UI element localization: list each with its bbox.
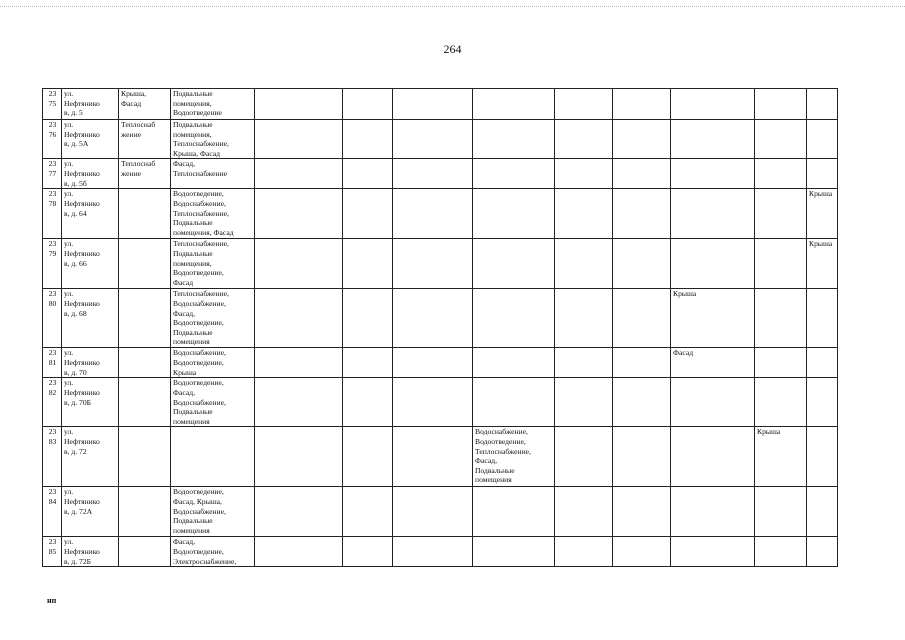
scan-top-edge [0,6,905,7]
cell-col10 [613,348,671,378]
cell-col7 [393,189,473,239]
cell-col5 [255,289,343,348]
cell-col3: Теплоснаб жение [119,120,171,159]
table-row [43,427,838,487]
row-number-cell: 23 75 [43,89,62,120]
cell-col6 [343,239,393,289]
cell-col11 [671,537,755,567]
cell-col11 [671,189,755,239]
works-cell: Фасад, Теплоснабжение [171,159,255,189]
cell-col10 [613,239,671,289]
cell-col5 [255,120,343,159]
cell-col6 [343,427,393,487]
address-cell: ул. Нефтянико в, д. 70Б [62,378,119,427]
cell-col10 [613,159,671,189]
works-cell [171,427,255,487]
works-cell: Теплоснабжение, Водоснабжение, Фасад, Водоотведение, Подвальные помещения [171,289,255,348]
address-cell: ул. Нефтянико в, д. 5А [62,120,119,159]
cell-col13 [807,289,838,348]
row-number-cell: 23 81 [43,348,62,378]
cell-col8 [473,89,555,120]
cell-col13 [807,120,838,159]
cell-col3: Теплоснаб жение [119,159,171,189]
cell-col12 [755,159,807,189]
cell-col7 [393,159,473,189]
table-row [43,189,838,239]
address-cell: ул. Нефтянико в, д. 70 [62,348,119,378]
cell-col7 [393,427,473,487]
cell-col13 [807,89,838,120]
table-row [43,378,838,427]
works-cell: Водоотведение, Фасад, Водоснабжение, Подвальные помещения [171,378,255,427]
works-cell: Водоснабжение, Водоотведение, Крыша [171,348,255,378]
cell-col3 [119,348,171,378]
cell-col7 [393,348,473,378]
cell-col7 [393,487,473,537]
cell-col3 [119,189,171,239]
works-cell: Подвальные помещения, Теплоснабжение, Крыша, Фасад [171,120,255,159]
address-cell: ул. Нефтянико в, д. 5 [62,89,119,120]
cell-col6 [343,120,393,159]
cell-col3 [119,487,171,537]
cell-col13 [807,378,838,427]
table-row [43,239,838,289]
cell-col11 [671,159,755,189]
cell-col8 [473,348,555,378]
cell-col6 [343,189,393,239]
address-cell: ул. Нефтянико в, д. 68 [62,289,119,348]
cell-col13 [807,159,838,189]
address-cell: ул. Нефтянико в, д. 5б [62,159,119,189]
cell-col5 [255,348,343,378]
cell-col5 [255,537,343,567]
cell-col9 [555,89,613,120]
cell-col5 [255,378,343,427]
cell-col5 [255,487,343,537]
cell-col12: Крыша [755,427,807,487]
footer-mark: нп [47,596,57,605]
address-cell: ул. Нефтянико в, д. 72Б [62,537,119,567]
cell-col9 [555,120,613,159]
cell-col6 [343,289,393,348]
row-number-cell: 23 83 [43,427,62,487]
cell-col10 [613,120,671,159]
address-cell: ул. Нефтянико в, д. 72А [62,487,119,537]
address-cell: ул. Нефтянико в, д. 64 [62,189,119,239]
works-cell: Подвальные помещения, Водоотведение [171,89,255,120]
cell-col13 [807,487,838,537]
cell-col12 [755,89,807,120]
cell-col13 [807,427,838,487]
cell-col7 [393,378,473,427]
cell-col10 [613,89,671,120]
cell-col9 [555,348,613,378]
cell-col13 [807,348,838,378]
cell-col10 [613,378,671,427]
cell-col7 [393,289,473,348]
cell-col11 [671,427,755,487]
cell-col3 [119,239,171,289]
cell-col3: Крыша, Фасад [119,89,171,120]
cell-col5 [255,427,343,487]
cell-col11 [671,89,755,120]
row-number-cell: 23 85 [43,537,62,567]
cell-col7 [393,120,473,159]
cell-col5 [255,159,343,189]
table-row [43,487,838,537]
row-number-cell: 23 84 [43,487,62,537]
page-number: 264 [443,42,462,56]
cell-col12 [755,189,807,239]
cell-col12 [755,239,807,289]
cell-col10 [613,427,671,487]
cell-col13: Крыша [807,239,838,289]
cell-col7 [393,537,473,567]
cell-col12 [755,120,807,159]
cell-col9 [555,537,613,567]
cell-col11: Крыша [671,289,755,348]
works-cell: Фасад, Водоотведение, Электроснабжение, [171,537,255,567]
cell-col6 [343,378,393,427]
cell-col12 [755,289,807,348]
cell-col8: Водоснабжение, Водоотведение, Теплоснабжение, Фасад, Подвальные помещения [473,427,555,487]
address-cell: ул. Нефтянико в, д. 72 [62,427,119,487]
row-number-cell: 23 82 [43,378,62,427]
cell-col6 [343,159,393,189]
capital-repair-table [42,88,838,567]
cell-col7 [393,89,473,120]
cell-col9 [555,487,613,537]
cell-col13: Крыша [807,189,838,239]
cell-col8 [473,239,555,289]
cell-col3 [119,537,171,567]
cell-col7 [393,239,473,289]
cell-col5 [255,239,343,289]
row-number-cell: 23 79 [43,239,62,289]
cell-col6 [343,537,393,567]
cell-col11 [671,487,755,537]
cell-col9 [555,378,613,427]
row-number-cell: 23 80 [43,289,62,348]
cell-col12 [755,487,807,537]
table-row [43,89,838,120]
table-row [43,120,838,159]
cell-col9 [555,239,613,289]
table-row [43,537,838,567]
cell-col3 [119,427,171,487]
works-cell: Теплоснабжение, Подвальные помещения, Водоотведение, Фасад [171,239,255,289]
cell-col9 [555,427,613,487]
cell-col8 [473,189,555,239]
cell-col11 [671,120,755,159]
cell-col8 [473,537,555,567]
cell-col9 [555,159,613,189]
table-row [43,348,838,378]
row-number-cell: 23 78 [43,189,62,239]
cell-col5 [255,89,343,120]
cell-col3 [119,378,171,427]
cell-col11 [671,378,755,427]
cell-col8 [473,289,555,348]
cell-col9 [555,189,613,239]
row-number-cell: 23 76 [43,120,62,159]
row-number-cell: 23 77 [43,159,62,189]
cell-col11: Фасад [671,348,755,378]
cell-col5 [255,189,343,239]
cell-col9 [555,289,613,348]
cell-col8 [473,120,555,159]
cell-col10 [613,487,671,537]
works-cell: Водоотведение, Водоснабжение, Теплоснабжение, Подвальные помещения, Фасад [171,189,255,239]
cell-col6 [343,348,393,378]
table-row [43,159,838,189]
cell-col12 [755,378,807,427]
cell-col12 [755,348,807,378]
address-cell: ул. Нефтянико в, д. 66 [62,239,119,289]
cell-col11 [671,239,755,289]
cell-col8 [473,159,555,189]
table-row [43,289,838,348]
cell-col10 [613,189,671,239]
cell-col6 [343,89,393,120]
cell-col3 [119,289,171,348]
cell-col8 [473,487,555,537]
cell-col10 [613,289,671,348]
cell-col6 [343,487,393,537]
cell-col8 [473,378,555,427]
cell-col13 [807,537,838,567]
works-cell: Водоотведение, Фасад, Крыша, Водоснабжение, Подвальные помещения [171,487,255,537]
cell-col10 [613,537,671,567]
cell-col12 [755,537,807,567]
